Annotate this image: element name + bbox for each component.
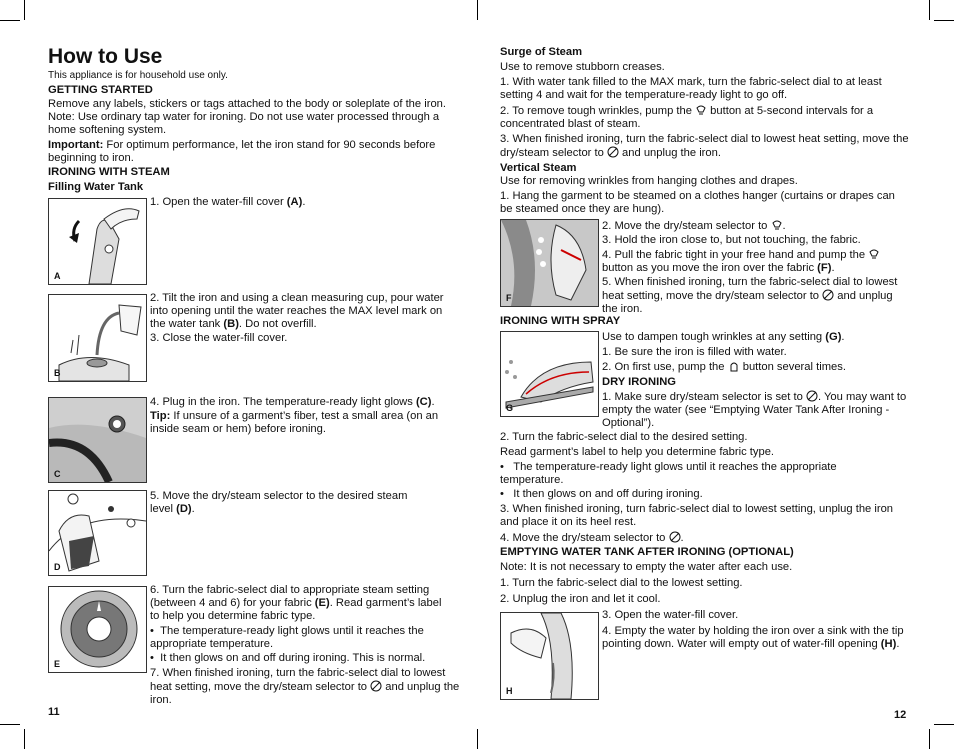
figure-c-illustration bbox=[49, 398, 146, 482]
figure-h bbox=[500, 612, 599, 700]
figure-d bbox=[48, 490, 147, 576]
vertical-step-2: 2. Move the dry/steam selector to . bbox=[602, 220, 786, 232]
figure-g-illustration bbox=[501, 332, 598, 416]
page-title: How to Use bbox=[48, 45, 163, 68]
crop-mark bbox=[0, 724, 20, 725]
step-1-ref: (A) bbox=[286, 196, 303, 208]
tip bbox=[150, 410, 455, 436]
vertical-intro: Use for removing wrinkles from hanging clothes and drapes. bbox=[500, 175, 798, 187]
spray-step-2-tail: button several times. bbox=[739, 361, 846, 373]
figure-b bbox=[48, 294, 147, 382]
bullet-item: • It then glows on and off during ironing. This is normal. bbox=[150, 652, 426, 664]
empty-step-4-ref: (H) bbox=[880, 638, 897, 650]
spray-icon bbox=[728, 360, 740, 372]
spray-ref: (G) bbox=[825, 331, 842, 343]
empty-step-3: 3. Open the water-fill cover. bbox=[602, 609, 739, 621]
tip-text: If unsure of a garment’s fiber, test a small area (on an inside seam or hem) before ironing. bbox=[150, 410, 439, 435]
surge-intro: Use to remove stubborn creases. bbox=[500, 61, 665, 73]
dry-icon bbox=[370, 680, 382, 692]
figure-d-illustration bbox=[49, 491, 146, 575]
figure-c bbox=[48, 397, 147, 483]
dry-icon bbox=[806, 390, 818, 402]
figure-e-illustration bbox=[49, 587, 146, 672]
dry-step-2: 2. Turn the fabric-select dial to the desired setting. bbox=[500, 431, 748, 443]
figure-f bbox=[500, 219, 599, 307]
vertical-step-2-text: 2. Move the dry/steam selector to bbox=[602, 220, 771, 232]
step-3: 3. Close the water-fill cover. bbox=[150, 332, 288, 344]
crop-mark bbox=[934, 20, 954, 21]
figure-f-illustration bbox=[501, 220, 598, 306]
step-2-text: 2. Tilt the iron and using a clean measuring cup, pour water into opening until the water reaches the MAX level mark on the water tank bbox=[150, 292, 444, 330]
step-6-ref: (E) bbox=[314, 597, 330, 609]
crop-mark bbox=[477, 729, 478, 749]
empty-step-4-text: 4. Empty the water by holding the iron over a sink with the tip pointing down. Water will empty out of water-fill opening bbox=[602, 625, 904, 650]
surge-step-2-text: 2. To remove tough wrinkles, pump the bbox=[500, 105, 696, 117]
vertical-step-4-mid: button as you move the iron over the fabric bbox=[602, 262, 818, 274]
dry-icon bbox=[822, 289, 834, 301]
figure-label: H bbox=[506, 686, 513, 696]
surge-step-2-tail: button at 5-second intervals for a concentrated blast of steam. bbox=[500, 105, 874, 130]
step-7 bbox=[150, 667, 460, 707]
important-label: Important: bbox=[48, 139, 104, 151]
surge-heading: Surge of Steam bbox=[500, 46, 583, 58]
figure-e bbox=[48, 586, 147, 673]
step-4-text: 4. Plug in the iron. The temperature-ready light glows bbox=[150, 396, 416, 408]
spray-intro-text: Use to dampen tough wrinkles at any setting bbox=[602, 331, 826, 343]
empty-step-2: 2. Unplug the iron and let it cool. bbox=[500, 593, 661, 605]
crop-mark bbox=[929, 729, 930, 749]
step-4-ref: (C) bbox=[415, 396, 432, 408]
dry-step-4-text: 4. Move the dry/steam selector to bbox=[500, 532, 669, 544]
bullet-text: It then glows on and off during ironing. bbox=[513, 488, 703, 500]
empty-step-1: 1. Turn the fabric-select dial to the lowest setting. bbox=[500, 577, 743, 589]
figure-b-illustration bbox=[49, 295, 146, 381]
surge-step-3-tail: and unplug the iron. bbox=[618, 147, 721, 159]
important-text: For optimum performance, let the iron stand for 90 seconds before beginning to iron. bbox=[48, 139, 436, 164]
step-2-tail: . Do not overfill. bbox=[238, 318, 317, 330]
figure-label: E bbox=[54, 659, 61, 669]
bullet-text: The temperature-ready light glows until it reaches the appropriate temperature. bbox=[150, 625, 424, 650]
step-7-text: 7. When finished ironing, turn the fabric-select dial to lowest heat setting, move the dry/steam selector to bbox=[150, 667, 446, 693]
ironing-steam-heading: IRONING WITH STEAM bbox=[48, 166, 170, 178]
bullet-text: It then glows on and off during ironing. This is normal. bbox=[160, 652, 426, 664]
filling-tank-subheading: Filling Water Tank bbox=[48, 181, 144, 193]
bullet-text: The temperature-ready light glows until it reaches the appropriate temperature. bbox=[500, 461, 837, 486]
step-4: 4. Plug in the iron. The temperature-ready light glows (C). bbox=[150, 396, 435, 408]
spray-step-2-text: 2. On first use, pump the bbox=[602, 361, 728, 373]
spray-intro: Use to dampen tough wrinkles at any setting (G). bbox=[602, 331, 845, 343]
vertical-step-3: 3. Hold the iron close to, but not touching, the fabric. bbox=[602, 234, 861, 246]
figure-a bbox=[48, 198, 147, 285]
page-number: 12 bbox=[894, 709, 907, 721]
figure-label: B bbox=[54, 368, 61, 378]
dry-icon bbox=[607, 146, 619, 158]
bullet-item: • It then glows on and off during ironing. bbox=[500, 488, 703, 500]
step-7-tail: and unplug the iron. bbox=[150, 681, 460, 706]
vertical-step-5-tail: and unplug the iron. bbox=[602, 290, 893, 315]
step-6 bbox=[150, 584, 450, 623]
vertical-step-5 bbox=[602, 276, 910, 316]
step-5: 5. Move the dry/steam selector to the desired steam level (D). bbox=[150, 490, 408, 515]
figure-label: D bbox=[54, 562, 61, 572]
crop-mark bbox=[477, 0, 478, 20]
step-2 bbox=[150, 292, 455, 331]
getting-started-heading: GETTING STARTED bbox=[48, 84, 153, 96]
figure-label: C bbox=[54, 469, 61, 479]
bullet-item: • The temperature-ready light glows until it reaches the appropriate temperature. bbox=[500, 461, 837, 486]
step-1-text: 1. Open the water-fill cover bbox=[150, 196, 287, 208]
figure-g bbox=[500, 331, 599, 417]
crop-mark bbox=[0, 20, 20, 21]
empty-note: Note: It is not necessary to empty the water after each use. bbox=[500, 561, 793, 573]
dry-read: Read garment’s label to help you determine fabric type. bbox=[500, 446, 775, 458]
spray-step-2 bbox=[602, 360, 846, 374]
figure-a-illustration bbox=[49, 199, 146, 284]
empty-heading: EMPTYING WATER TANK AFTER IRONING (OPTIONAL) bbox=[500, 546, 794, 558]
vertical-step-4-text: 4. Pull the fabric tight in your free hand and pump the bbox=[602, 249, 869, 261]
crop-mark bbox=[934, 724, 954, 725]
bullet-item: • The temperature-ready light glows until it reaches the appropriate temperature. bbox=[150, 625, 424, 650]
steam-burst-icon bbox=[695, 104, 707, 116]
surge-step-3-text: 3. When finished ironing, turn the fabric-select dial to lowest heat setting, move the dry/steam selector to bbox=[500, 133, 909, 159]
steam-burst-icon bbox=[771, 219, 783, 231]
spray-step-1: 1. Be sure the iron is filled with water. bbox=[602, 346, 787, 358]
dry-heading: DRY IRONING bbox=[602, 376, 676, 388]
crop-mark bbox=[24, 729, 25, 749]
vertical-step-1: 1. Hang the garment to be steamed on a clothes hanger (curtains or drapes can be steamed once they are hung). bbox=[500, 190, 895, 215]
page-number: 11 bbox=[48, 706, 60, 718]
vertical-step-5-text: 5. When finished ironing, turn the fabric-select dial to lowest heat setting, move the dry/steam selector to bbox=[602, 276, 898, 302]
step-5-text: 5. Move the dry/steam selector to the desired steam level bbox=[150, 490, 408, 515]
vertical-step-4: 4. Pull the fabric tight in your free hand and pump the button as you move the iron over the fabric (F). bbox=[602, 248, 907, 275]
surge-step-3 bbox=[500, 133, 910, 160]
surge-step-2 bbox=[500, 104, 910, 131]
step-5-ref: (D) bbox=[176, 503, 192, 515]
vertical-heading: Vertical Steam bbox=[500, 162, 577, 174]
dry-step-1 bbox=[602, 390, 910, 430]
step-6-text: 6. Turn the fabric-select dial to appropriate steam setting (between 4 and 6) for your fabric bbox=[150, 584, 430, 609]
figure-label: F bbox=[506, 293, 512, 303]
dry-step-1-tail: . You may want to empty the water (see “Emptying Water Tank After Ironing - Optional”). bbox=[602, 391, 907, 429]
figure-h-illustration bbox=[501, 613, 598, 699]
dry-step-3: 3. When finished ironing, turn fabric-select dial to lowest setting, unplug the iron and place it on its heel rest. bbox=[500, 503, 894, 528]
step-2-ref: (B) bbox=[223, 318, 239, 330]
intro-text: This appliance is for household use only. bbox=[48, 70, 228, 81]
tip-label: Tip: bbox=[150, 410, 171, 422]
dry-icon bbox=[669, 531, 681, 543]
dry-step-4: 4. Move the dry/steam selector to . bbox=[500, 532, 684, 544]
getting-started-body: Remove any labels, stickers or tags attached to the body or soleplate of the iron. Note: Use ordinary tap water for ironing. Do not use water processed through a home softening system. bbox=[48, 98, 446, 136]
crop-mark bbox=[24, 0, 25, 20]
dry-step-1-text: 1. Make sure dry/steam selector is set to bbox=[602, 391, 806, 403]
crop-mark bbox=[929, 0, 930, 20]
steam-burst-icon bbox=[868, 248, 880, 260]
empty-step-4: 4. Empty the water by holding the iron over a sink with the tip pointing down. Water will empty out of water-fill opening (H). bbox=[602, 625, 904, 650]
figure-label: A bbox=[54, 271, 61, 281]
figure-label: G bbox=[506, 403, 514, 413]
step-6-tail: . Read garment’s label to help you determine fabric type. bbox=[150, 597, 442, 622]
step-1: 1. Open the water-fill cover (A). bbox=[150, 196, 306, 208]
surge-step-1: 1. With water tank filled to the MAX mark, turn the fabric-select dial to at least setting 4 and wait for the temperature-ready light to go off. bbox=[500, 76, 882, 101]
vertical-step-4-ref: (F) bbox=[817, 262, 832, 274]
important-note bbox=[48, 139, 458, 165]
spray-heading: IRONING WITH SPRAY bbox=[500, 315, 621, 327]
